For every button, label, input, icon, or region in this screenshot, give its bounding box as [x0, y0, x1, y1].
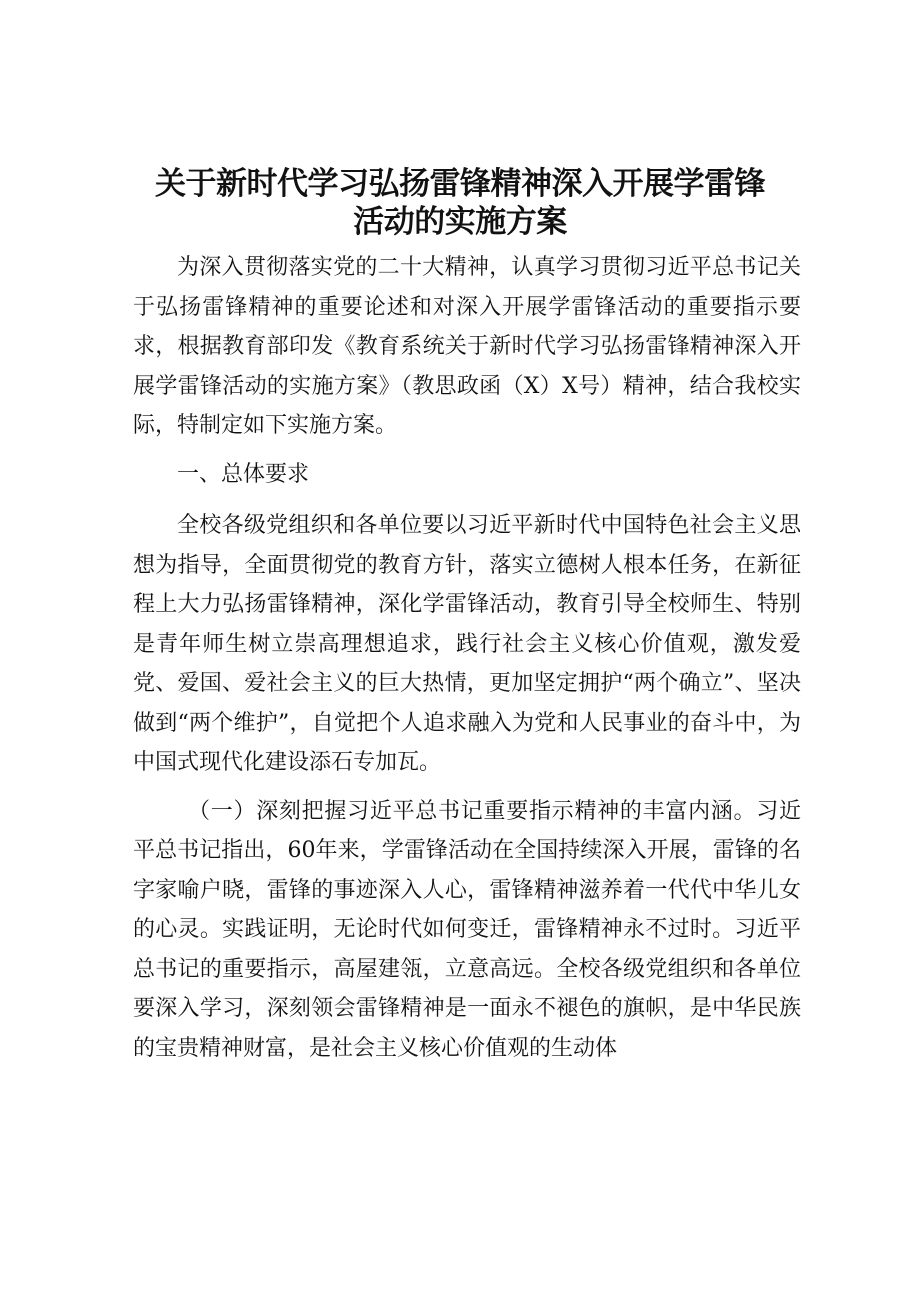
intro-paragraph: 为深入贯彻落实党的二十大精神，认真学习贯彻习近平总书记关于弘扬雷锋精神的重要论述和对深入开展学雷锋活动的重要指示要求，根据教育部印发《教育系统关于新时代学习弘扬雷锋精神深入开展学雷锋活动的实施方案》（教思政函（X）X号）精神，结合我校实际，特制定如下实施方案。 — [133, 255, 801, 438]
document-title-line1: 关于新时代学习弘扬雷锋精神深入开展学雷锋 — [155, 166, 765, 202]
document-title-line2: 活动的实施方案 — [353, 204, 567, 240]
subsection-paragraph-1: （一）深刻把握习近平总书记重要指示精神的丰富内涵。习近平总书记指出，60年来，学雷锋活动在全国持续深入开展，雷锋的名字家喻户晓，雷锋的事迹深入人心，雷锋精神滋养着一代代中华儿女的心灵。实践证明，无论时代如何变迁，雷锋精神永不过时。习近平总书记的重要指示，高屋建瓴，立意高远。全校各级党组织和各单位要深入学习，深刻领会雷锋精神是一面永不褪色的旗帜，是中华民族的宝贵精神财富，是社会主义核心价值观的生动体 — [133, 798, 801, 1061]
general-requirements-paragraph: 全校各级党组织和各单位要以习近平新时代中国特色社会主义思想为指导，全面贯彻党的教育方针，落实立德树人根本任务，在新征程上大力弘扬雷锋精神，深化学雷锋活动，教育引导全校师生、特别是青年师生树立崇高理想追求，践行社会主义核心价值观，激发爱党、爱国、爱社会主义的巨大热情，更加坚定拥护“两个确立”、坚决做到“两个维护”，自觉把个人追求融入为党和人民事业的奋斗中，为中国式现代化建设添石专加瓦。 — [133, 513, 801, 775]
document-body — [133, 248, 801, 1077]
section-heading-general-requirements: 一、总体要求 — [177, 461, 310, 487]
